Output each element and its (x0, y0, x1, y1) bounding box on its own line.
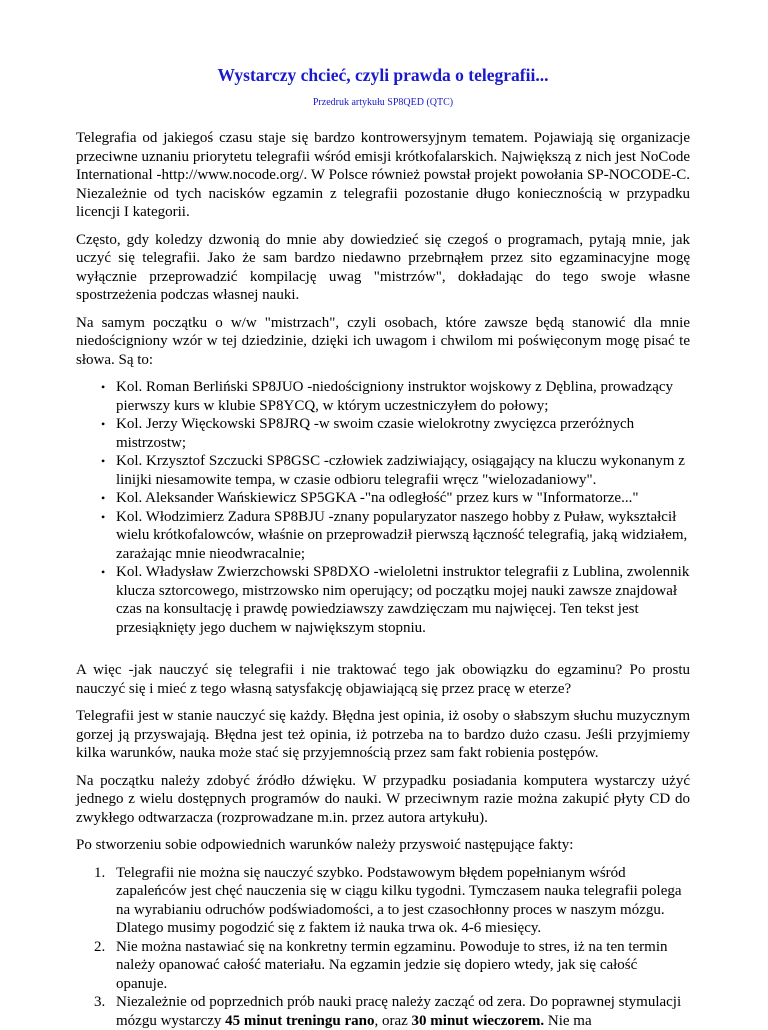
paragraph-intro: Telegrafia od jakiegoś czasu staje się bardzo kontrowersyjnym tematem. Pojawiają się organizacje przeciwne uznaniu priorytetu telegrafii wśród emisji krótkofalarskich. Największą z nich jest NoCode International -http://www.nocode.org/. W Polsce również powstał projekt powołania SP-NOCODE-C. Niezależnie od tych nacisków egzamin z telegrafii pozostanie długo koniecznością w przypadku licencji I kategorii. (76, 129, 690, 222)
section-spacer (76, 646, 690, 661)
list-item: • Kol. Roman Berliński SP8JUO -niedościgniony instruktor wojskowy z Dęblina, prowadzący pierwszy kurs w klubie SP8YCQ, w którym uczestniczyłem do połowy; (116, 378, 690, 415)
list-item (116, 864, 690, 938)
list-item-text: Nie można nastawiać się na konkretny termin egzaminu. Powoduje to stres, iż na ten termin należy opanować całość materiału. Na egzamin jedzie się dopiero wtedy, jak się całość opanuje. (116, 939, 668, 992)
list-item: • Kol. Jerzy Więckowski SP8JRQ -w swoim czasie wielokrotny zwycięzca przeróżnych mistrzostw; (116, 415, 690, 452)
list-item-text: Nie ma (544, 1013, 591, 1029)
list-number: 3. (94, 993, 105, 1012)
emphasis-evening: 30 minut wieczorem. (412, 1013, 545, 1029)
paragraph-facts-intro: Po stworzeniu sobie odpowiednich warunków należy przyswoić następujące fakty: (76, 836, 690, 855)
list-number: 2. (94, 938, 105, 957)
paragraph-anyone: Telegrafii jest w stanie nauczyć się każdy. Błędna jest opinia, iż osoby o słabszym słuchu muzycznym gorzej ją przyswajają. Błędna jest też opinia, iż potrzeba na to bardzo dużo czasu. Jeśli przyjmiemy kilka warunków, nauka może stać się przyjemnością przez sam fakt robienia postępów. (76, 707, 690, 763)
paragraph-sound-source: Na początku należy zdobyć źródło dźwięku. W przypadku posiadania komputera wystarczy użyć jednego z wielu dostępnych programów do nauki. W przeciwnym razie można zakupić płyty CD do zwykłego odtwarzacza (rozprowadzane m.in. przez autora artykułu). (76, 772, 690, 828)
list-item (116, 993, 690, 1030)
article-title: Wystarczy chcieć, czyli prawda o telegrafii... (76, 64, 690, 86)
emphasis-morning: 45 minut treningu rano (225, 1013, 374, 1029)
list-item-text: Niezależnie od poprzednich prób nauki pracę należy zacząć od zera. Do poprawnej stymulacji mózgu wystarczy (116, 994, 681, 1029)
list-item: • Kol. Krzysztof Szczucki SP8GSC -człowiek zadziwiający, osiągający na kluczu wykonanym z linijki niesamowite tempa, w czasie odbioru telegrafii wręcz "wielozadaniowy". (116, 452, 690, 489)
article-subtitle: Przedruk artykułu SP8QED (QTC) (76, 97, 690, 109)
list-item (116, 938, 690, 994)
paragraph-how-to: A więc -jak nauczyć się telegrafii i nie traktować tego jak obowiązku do egzaminu? Po prostu nauczyć się i mieć z tego własną satysfakcję objawiającą się przez pracę w eterze? (76, 661, 690, 698)
paragraph-questions: Często, gdy koledzy dzwonią do mnie aby dowiedzieć się czegoś o programach, pytają mnie, jak uczyć się telegrafii. Jako że sam bardzo niedawno przebrnąłem przez sito egzaminacyjne mogę wyłącznie przeprowadzić kompilację uwag "mistrzów", dokładając do tego swoje własne spostrzeżenia podczas własnej nauki. (76, 231, 690, 305)
masters-list (76, 378, 690, 637)
facts-list (76, 864, 690, 1030)
paragraph-masters-intro: Na samym początku o w/w "mistrzach", czyli osobach, które zawsze będą stanowić dla mnie niedościgniony wzór w tej dziedzinie, dzięki ich uwagom i chwilom mi poświęconym mogę pisać te słowa. Są to: (76, 314, 690, 370)
list-item-text: , oraz (374, 1013, 411, 1029)
list-number: 1. (94, 864, 105, 883)
list-item: • Kol. Włodzimierz Zadura SP8BJU -znany popularyzator naszego hobby z Puław, wykształcił wielu krótkofalowców, właśnie on przeprowadził pierwszą łączność telegrafią, jaką widziałem, zarażając mnie nieodwracalnie; (116, 508, 690, 564)
list-item: • Kol. Aleksander Wańskiewicz SP5GKA -"na odległość" przez kurs w "Informatorze..." (116, 489, 690, 508)
list-item: • Kol. Władysław Zwierzchowski SP8DXO -wieloletni instruktor telegrafii z Lublina, zwolennik klucza sztorcowego, mistrzowsko nim operujący; od początku mojej nauki zawsze znajdował czas na konsultację i prawdę powiedziawszy zawdzięczam mu najwięcej. Ten tekst jest przesiąknięty jego duchem w największym stopniu. (116, 563, 690, 637)
list-item-text: Telegrafii nie można się nauczyć szybko. Podstawowym błędem popełnianym wśród zapaleńców jest chęć nauczenia się w ciągu kilku tygodni. Tymczasem nauka telegrafii polega na wyrabianiu odruchów podświadomości, a to jest czasochłonny proces w naszym mózgu. Dlatego musimy pogodzić się z faktem iż nauka trwa ok. 4-6 miesięcy. (116, 865, 682, 937)
article-body (76, 129, 690, 1030)
